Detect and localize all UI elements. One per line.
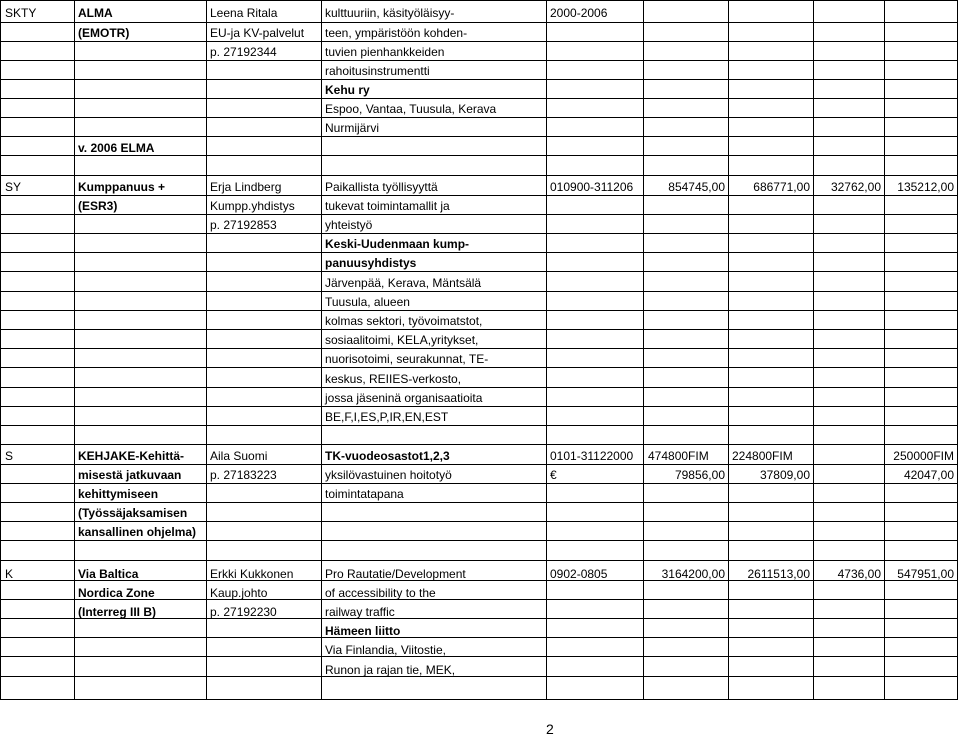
row-code: S [5,449,14,463]
description-line: tuvien pienhankkeiden [325,45,445,59]
euro-symbol: € [550,468,557,482]
description-line: teen, ympäristöön kohden- [325,26,468,40]
grid-line [0,444,958,445]
grid-line [0,699,958,700]
project-line: kehittymiseen [78,487,159,501]
grid-line [0,329,958,330]
grid-line [0,656,958,657]
amount-value: 3164200,00 [661,567,725,581]
description-line: BE,F,I,ES,P,IR,EN,EST [325,410,449,424]
contact-phone: p. 27192230 [210,605,277,619]
description-line: Järvenpää, Kerava, Mäntsälä [325,276,482,290]
amount-value: 224800FIM [732,449,793,463]
grid-line [206,0,207,700]
description-line: sosiaalitoimi, KELA,yritykset, [325,333,479,347]
description-line: of accessibility to the [325,586,436,600]
contact-unit: EU-ja KV-palvelut [210,26,305,40]
description-line: Hämeen liitto [325,624,401,638]
description-line: yksilövastuinen hoitotyö [325,468,452,482]
description-line: Kehu ry [325,83,370,97]
grid-line [0,136,958,137]
project-line: Nordica Zone [78,586,155,600]
description-line: toimintatapana [325,487,404,501]
description-line: nuorisotoimi, seurakunnat, TE- [325,352,489,366]
amount-value: 474800FIM [648,449,709,463]
grid-line [0,155,958,156]
description-line: rahoitusinstrumentti [325,64,430,78]
project-line: (ESR3) [78,199,118,213]
grid-line [0,22,958,23]
grid-line [0,637,958,638]
grid-line [0,41,958,42]
amount-value: 2611513,00 [747,567,810,581]
project-line: (Työssäjaksamisen [78,506,188,520]
grid-line [0,425,958,426]
description-line: Tuusula, alueen [325,295,410,309]
grid-line [0,540,958,541]
amount-value: 547951,00 [897,567,954,581]
project-line: (Interreg III B) [78,605,157,619]
contact-phone: p. 27192344 [210,45,277,59]
period: 010900-311206 [550,180,634,194]
row-code: SKTY [5,6,37,20]
contact-phone: p. 27192853 [210,218,277,232]
grid-line [0,195,958,196]
description-line: TK-vuodeosastot1,2,3 [325,449,450,463]
contact-name: Leena Ritala [210,6,278,20]
grid-line [0,214,958,215]
project-line: v. 2006 ELMA [78,141,155,155]
grid-line [0,60,958,61]
contact-name: Aila Suomi [210,449,268,463]
amount-value: 854745,00 [668,180,725,194]
grid-line [0,233,958,234]
description-line: panuusyhdistys [325,256,417,270]
project-name: Via Baltica [78,567,139,581]
grid-line [546,0,547,700]
description-line: railway traffic [325,605,395,619]
amount-value: 37809,00 [759,468,810,482]
contact-unit: Kaup.johto [210,586,268,600]
grid-line [0,271,958,272]
contact-name: Erja Lindberg [210,180,282,194]
description-line: Paikallista työllisyyttä [325,180,438,194]
grid-line [728,0,729,700]
amount-value: 32762,00 [830,180,881,194]
grid-line [0,0,958,1]
grid-line [0,310,958,311]
project-name: KEHJAKE-Kehittä- [78,449,185,463]
project-name: ALMA [78,6,113,20]
grid-line [0,117,958,118]
description-line: yhteistyö [325,218,373,232]
period: 0101-31122000 [550,449,634,463]
grid-line [0,0,1,700]
description-line: Nurmijärvi [325,121,379,135]
row-code: SY [5,180,22,194]
amount-value: 79856,00 [674,468,725,482]
description-line: kolmas sektori, työvoimatstot, [325,314,483,328]
grid-line [0,521,958,522]
amount-value: 4736,00 [837,567,881,581]
project-line: kansallinen ohjelma) [78,525,197,539]
grid-line [0,79,958,80]
description-line: Runon ja rajan tie, MEK, [325,663,456,677]
description-line: keskus, REIIES-verkosto, [325,372,462,386]
description-line: kulttuuriin, käsityöläisyy- [325,6,455,20]
grid-line [0,291,958,292]
description-line: tukevat toimintamallit ja [325,199,450,213]
period: 0902-0805 [550,567,608,581]
grid-line [813,0,814,700]
amount-value: 42047,00 [903,468,954,482]
grid-line [0,676,958,677]
grid-line [321,0,322,700]
grid-line [0,502,958,503]
amount-value: 250000FIM [893,449,954,463]
grid-line [0,406,958,407]
page-number: 2 [546,721,554,737]
grid-line [0,98,958,99]
grid-line [957,0,958,700]
grid-line [643,0,644,700]
grid-line [0,483,958,484]
grid-line [0,560,958,561]
grid-line [0,580,958,581]
description-line: Pro Rautatie/Development [325,567,466,581]
contact-unit: Kumpp.yhdistys [210,199,295,213]
amount-value: 686771,00 [753,180,810,194]
grid-line [0,387,958,388]
project-line: misestä jatkuvaan [78,468,182,482]
grid-line [0,175,958,176]
project-name: Kumppanuus + [78,180,166,194]
project-line: (EMOTR) [78,26,130,40]
grid-line [0,367,958,368]
grid-line [0,464,958,465]
contact-phone: p. 27183223 [210,468,277,482]
grid-line [74,0,75,700]
grid-line [0,348,958,349]
period: 2000-2006 [550,6,608,20]
row-code: K [5,567,14,581]
grid-line [884,0,885,700]
description-line: Via Finlandia, Viitostie, [325,643,446,657]
contact-name: Erkki Kukkonen [210,567,294,581]
description-line: Espoo, Vantaa, Tuusula, Kerava [325,102,497,116]
description-line: Keski-Uudenmaan kump- [325,237,470,251]
description-line: jossa jäseninä organisaatioita [325,391,483,405]
grid-line [0,252,958,253]
amount-value: 135212,00 [897,180,954,194]
